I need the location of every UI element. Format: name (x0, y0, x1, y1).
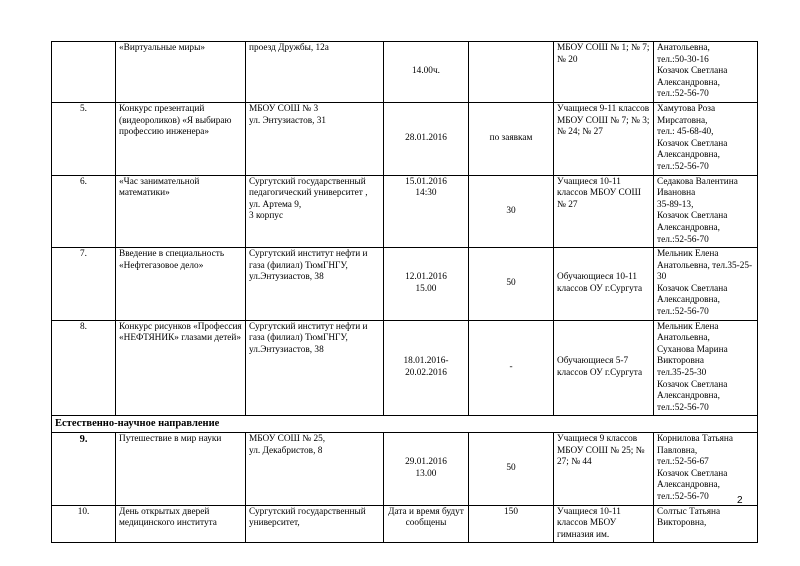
events-table (51, 41, 758, 543)
contacts: Хамутова Роза Мирсатовна, тел.: 45-68-40, Козачок Светлана Александровна, тел.:52-56-70 (654, 102, 758, 175)
participants: Учащиеся 9-11 классов МБОУ СОШ № 7; № 3; № 24; № 27 (554, 102, 654, 175)
contacts: Солтыс Татьяна Викторовна, (654, 505, 758, 543)
event-date: Дата и время будут сообщены (384, 505, 469, 543)
event-place: проезд Дружбы, 12а (246, 42, 384, 103)
participant-count: - (469, 320, 554, 416)
event-name: «Час занимательной математики» (116, 175, 246, 248)
event-place: Сургутский государственный педагогический университет , ул. Артема 9, 3 корпус (246, 175, 384, 248)
table-row (52, 433, 758, 506)
participant-count: 50 (469, 433, 554, 506)
table-row (52, 42, 758, 103)
event-name: День открытых дверей медицинского института (116, 505, 246, 543)
participant-count (469, 42, 554, 103)
participant-count: по заявкам (469, 102, 554, 175)
table-row (52, 175, 758, 248)
table-row (52, 320, 758, 416)
event-date: 18.01.2016- 20.02.2016 (384, 320, 469, 416)
contacts: Мельник Елена Анатольевна, тел.35-25-30 Козачок Светлана Александровна, тел.:52-56-70 (654, 248, 758, 321)
contacts: Корнилова Татьяна Павловна, тел.:52-56-67 Козачок Светлана Александровна, тел.:52-56-70 (654, 433, 758, 506)
event-place: Сургутский институт нефти и газа (филиал) ТюмГНГУ, ул.Энтузиастов, 38 (246, 248, 384, 321)
row-number: 9. (52, 433, 116, 506)
row-number: 6. (52, 175, 116, 248)
event-place: Сургутский государственный университет, (246, 505, 384, 543)
row-number: 5. (52, 102, 116, 175)
event-name: Конкурс рисунков «Профессия «НЕФТЯНИК» глазами детей» (116, 320, 246, 416)
participants: Обучающиеся 5-7 классов ОУ г.Сургута (554, 320, 654, 416)
event-date: 15.01.2016 14:30 (384, 175, 469, 248)
page-number: 2 (737, 495, 743, 506)
event-date: 29.01.2016 13.00 (384, 433, 469, 506)
section-header-row (52, 416, 758, 433)
section-title: Естественно-научное направление (52, 416, 758, 433)
event-name: Путешествие в мир науки (116, 433, 246, 506)
contacts: Мельник Елена Анатольевна, Суханова Марина Викторовна тел.35-25-30 Козачок Светлана Александровна, тел.:52-56-70 (654, 320, 758, 416)
event-place: МБОУ СОШ № 3 ул. Энтузиастов, 31 (246, 102, 384, 175)
contacts: Седакова Валентина Ивановна 35-89-13, Козачок Светлана Александровна, тел.:52-56-70 (654, 175, 758, 248)
row-number: 8. (52, 320, 116, 416)
event-name: «Виртуальные миры» (116, 42, 246, 103)
event-name: Введение в специальность «Нефтегазовое дело» (116, 248, 246, 321)
participants: Обучающиеся 10-11 классов ОУ г.Сургута (554, 248, 654, 321)
participant-count: 50 (469, 248, 554, 321)
event-date: 28.01.2016 (384, 102, 469, 175)
participants: Учащиеся 10-11 классов МБОУ СОШ № 27 (554, 175, 654, 248)
contacts: Анатольевна, тел.:50-30-16 Козачок Светлана Александровна, тел.:52-56-70 (654, 42, 758, 103)
event-date: 12.01.2016 15.00 (384, 248, 469, 321)
event-date: 14.00ч. (384, 42, 469, 103)
row-number (52, 42, 116, 103)
participant-count: 30 (469, 175, 554, 248)
table-row (52, 102, 758, 175)
row-number: 10. (52, 505, 116, 543)
event-place: Сургутский институт нефти и газа (филиал) ТюмГНГУ, ул.Энтузиастов, 38 (246, 320, 384, 416)
participants: Учащиеся 10-11 классов МБОУ гимназия им. (554, 505, 654, 543)
event-place: МБОУ СОШ № 25, ул. Декабристов, 8 (246, 433, 384, 506)
participants: Учащиеся 9 классов МБОУ СОШ № 25; № 27; № 44 (554, 433, 654, 506)
row-number: 7. (52, 248, 116, 321)
participant-count: 150 (469, 505, 554, 543)
table-row (52, 505, 758, 543)
participants: МБОУ СОШ № 1; № 7; № 20 (554, 42, 654, 103)
event-name: Конкурс презентаций (видеороликов) «Я выбираю профессию инженера» (116, 102, 246, 175)
table-row (52, 248, 758, 321)
